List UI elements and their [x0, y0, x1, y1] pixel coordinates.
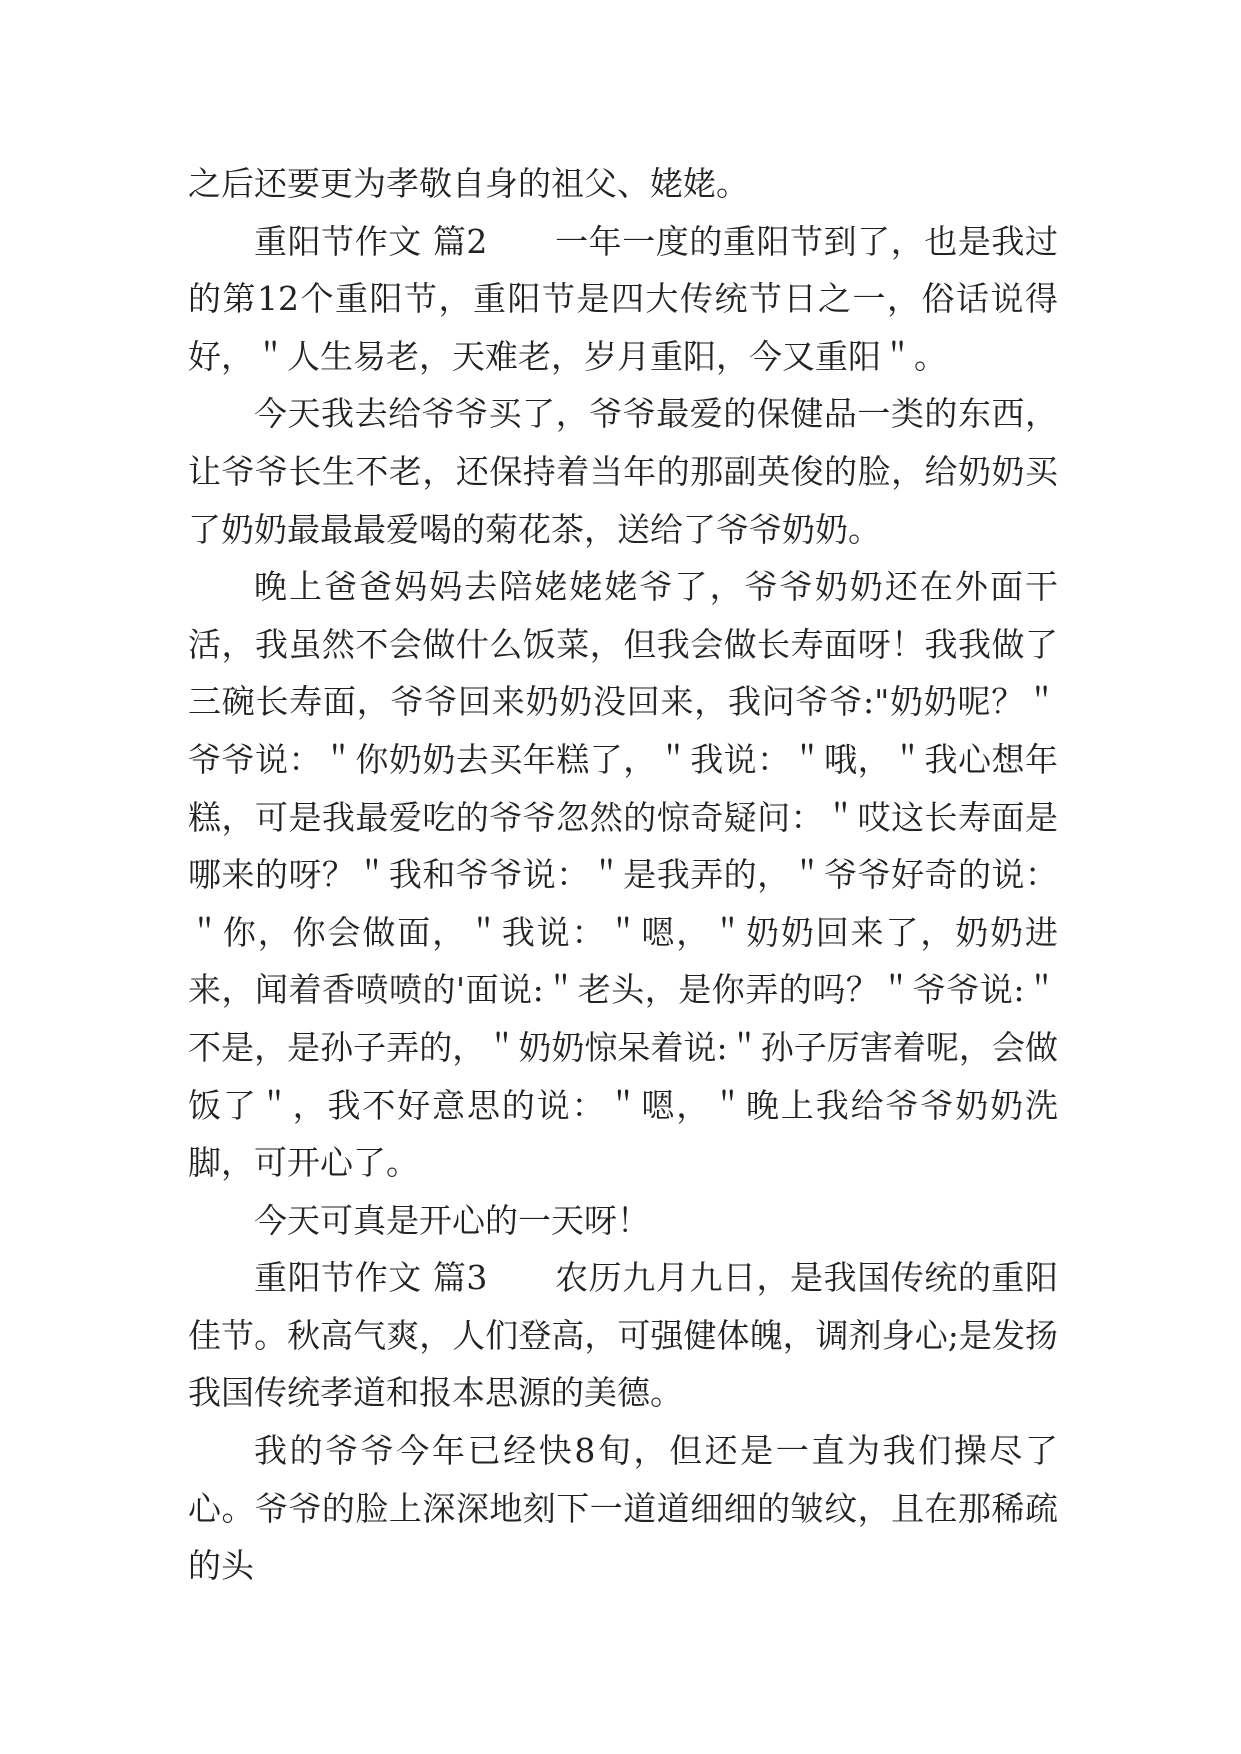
paragraph-buying-gifts: 今天我去给爷爷买了，爷爷最爱的保健品一类的东西，让爷爷长生不老，还保持着当年的那副英俊的脸，给奶奶买了奶奶最最最爱喝的菊花茶，送给了爷爷奶奶。 [188, 394, 1058, 549]
paragraph-essay-3-intro: 重阳节作文 篇3 农历九月九日，是我国传统的重阳佳节。秋高气爽，人们登高，可强健体魄，调剂身心;是发扬我国传统孝道和报本思源的美德。 [188, 1258, 1058, 1413]
document-body [188, 155, 1058, 1595]
paragraph-continuation: 之后还要更为孝敬自身的祖父、姥姥。 [188, 164, 749, 203]
paragraph-happy-day: 今天可真是开心的一天呀！ [254, 1200, 650, 1240]
paragraph-longevity-noodles: 晚上爸爸妈妈去陪姥姥姥爷了，爷爷奶奶还在外面干活，我虽然不会做什么饭菜，但我会做长寿面呀！我我做了三碗长寿面，爷爷回来奶奶没回来，我问爷爷:"奶奶呢？＂爷爷说：＂你奶奶去买年糕了，＂我说：＂哦，＂我心想年糕，可是我最爱吃的爷爷忽然的惊奇疑问：＂哎这长寿面是哪来的呀？＂我和爷爷说：＂是我弄的，＂爷爷好奇的说：＂你，你会做面，＂我说：＂嗯，＂奶奶回来了，奶奶进来，闻着香喷喷的'面说:＂老头，是你弄的吗？＂爷爷说:＂不是，是孙子弄的，＂奶奶惊呆着说:＂孙子厉害着呢，会做饭了＂，我不好意思的说：＂嗯，＂晚上我给爷爷奶奶洗脚，可开心了。 [188, 567, 1058, 1183]
paragraph-grandfather: 我的爷爷今年已经快8旬，但还是一直为我们操尽了心。爷爷的脸上深深地刻下一道道细细的皱纹，且在那稀疏的头 [188, 1431, 1058, 1586]
paragraph-essay-2-intro: 重阳节作文 篇2 一年一度的重阳节到了，也是我过的第12个重阳节，重阳节是四大传统节日之一，俗话说得好，＂人生易老，天难老，岁月重阳，今又重阳＂。 [188, 221, 1058, 376]
